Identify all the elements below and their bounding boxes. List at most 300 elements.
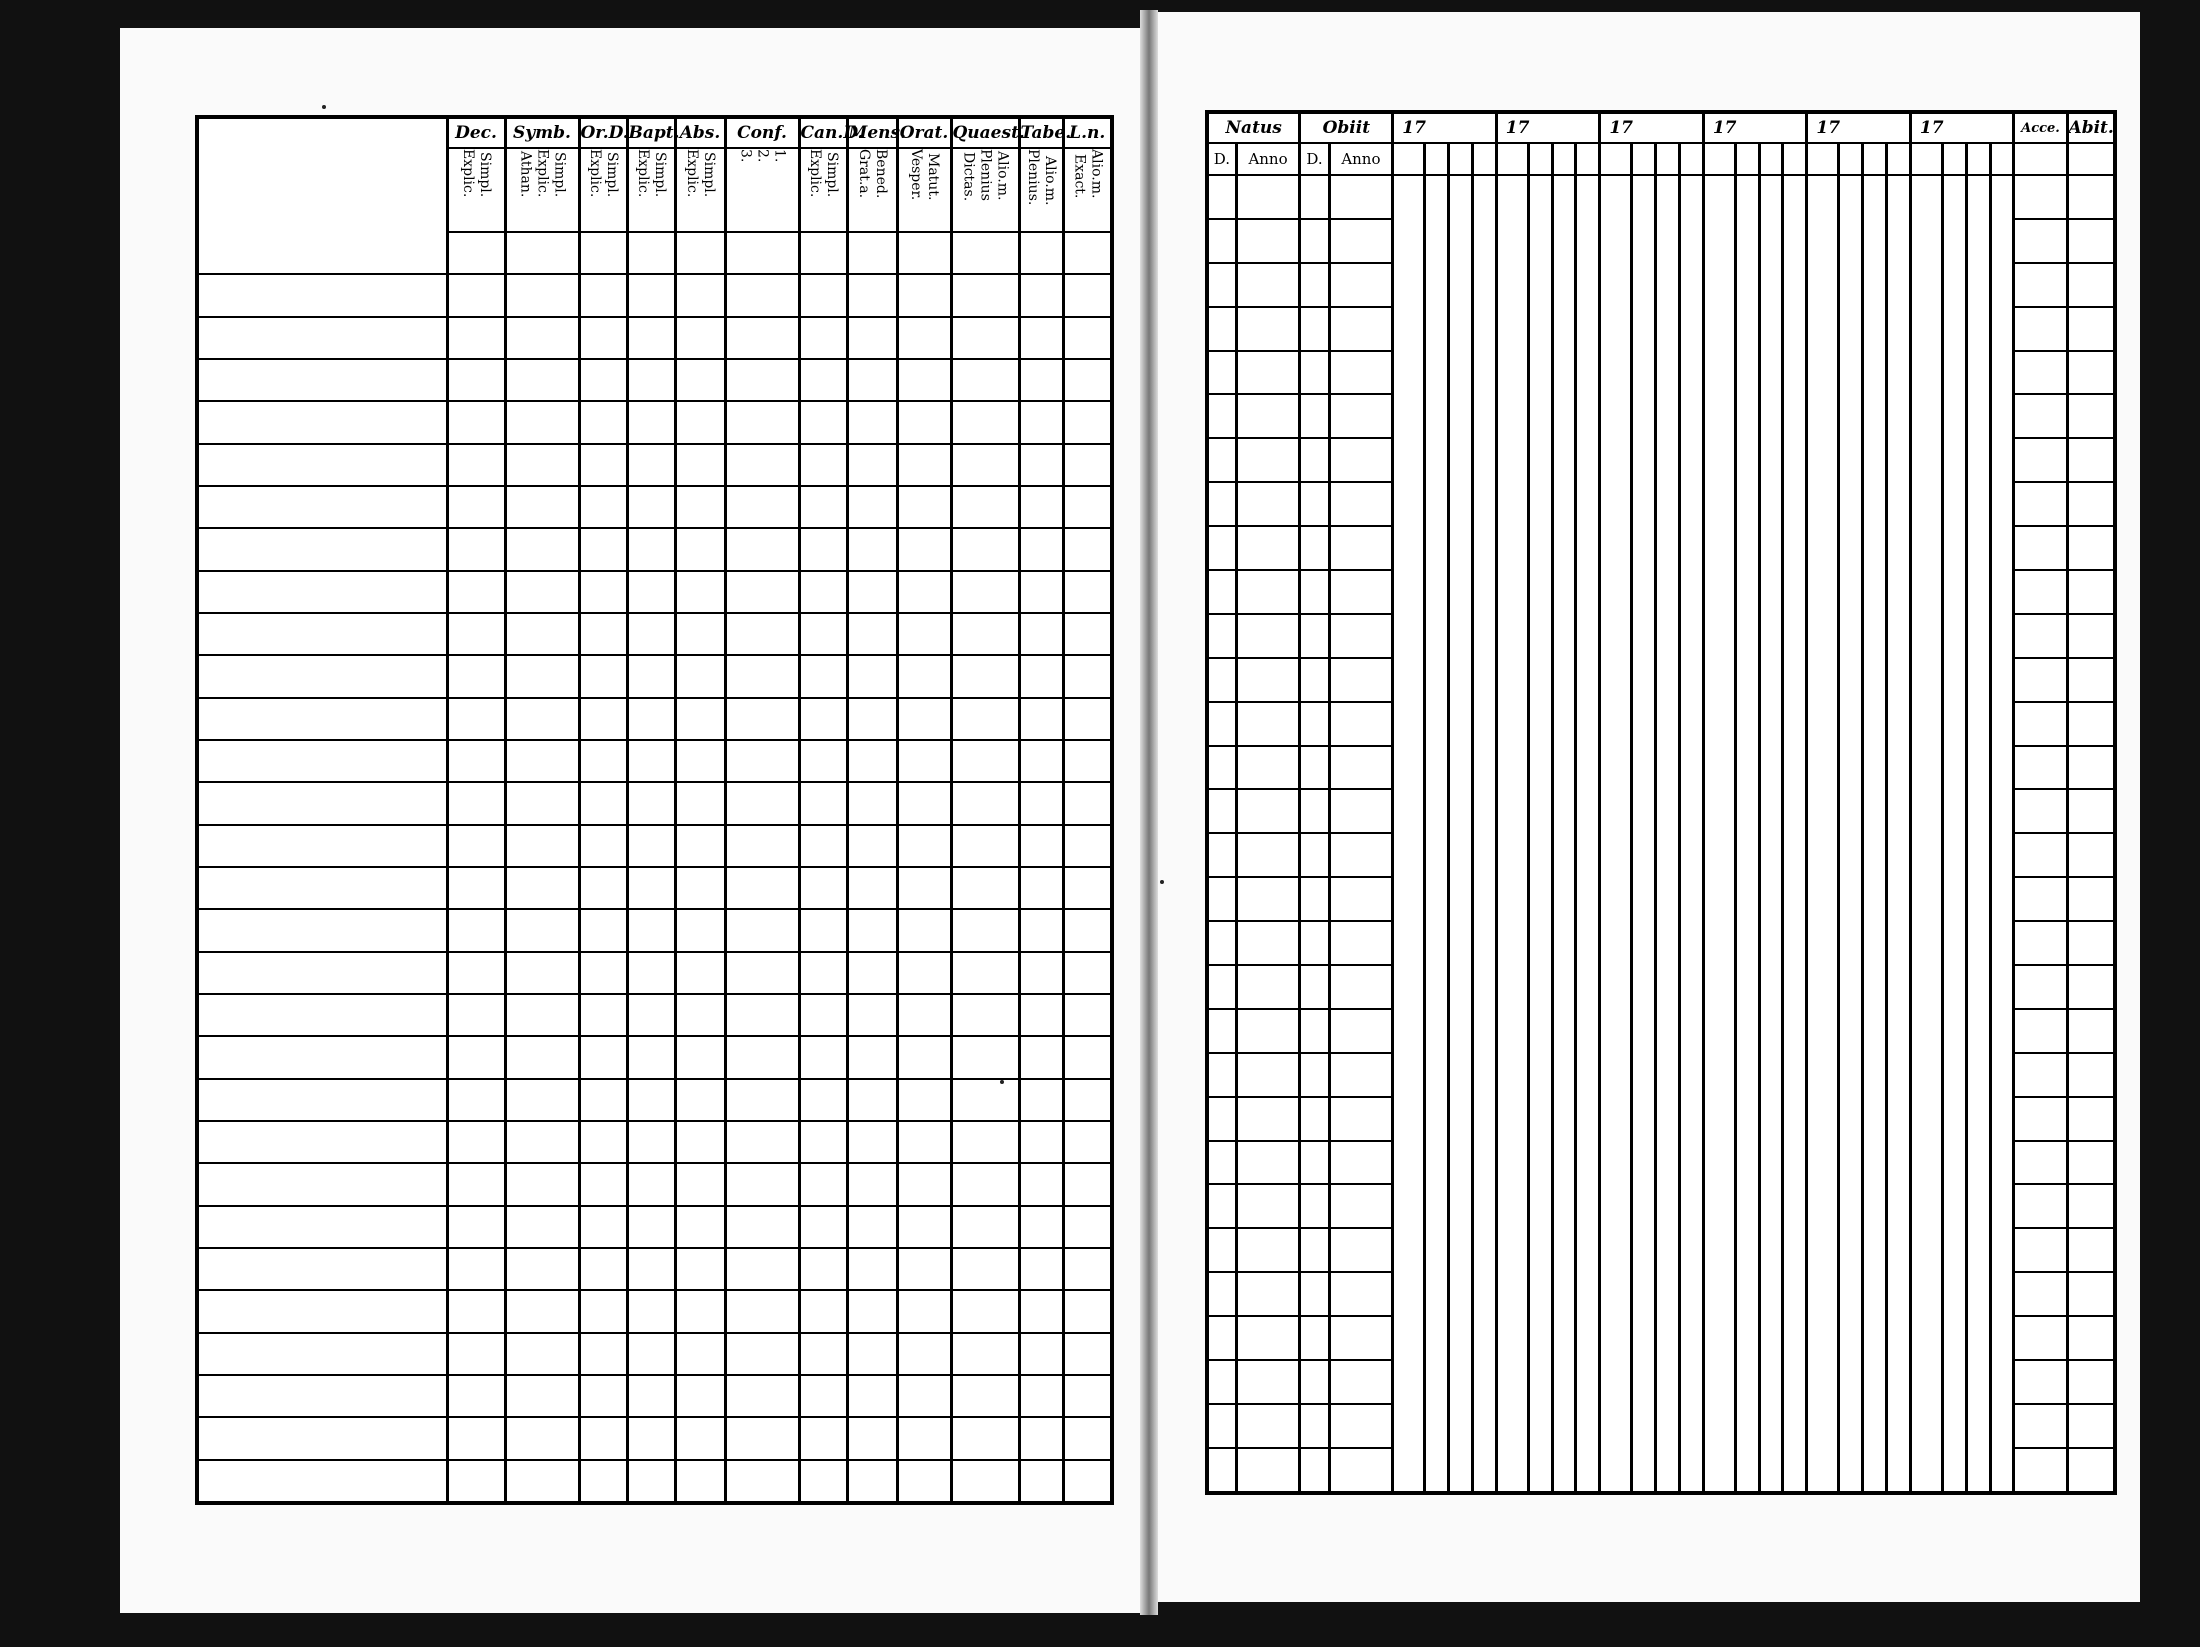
entry-cell: [1807, 965, 1839, 1009]
entry-cell: [1910, 526, 1942, 570]
ledger-row: [1207, 263, 2115, 307]
entry-cell: [675, 401, 725, 443]
entry-cell: [1448, 921, 1472, 965]
entry-cell: [897, 1248, 951, 1290]
entry-cell: [1807, 746, 1839, 790]
entry-cell: [1990, 658, 2014, 702]
entry-cell: [1496, 833, 1528, 877]
entry-cell: [1393, 614, 1425, 658]
entry-cell: [447, 1036, 505, 1078]
entry-cell: [1942, 351, 1966, 395]
entry-cell: [1863, 1404, 1887, 1448]
entry-cell: [1839, 307, 1863, 351]
entry-cell: [1329, 307, 1393, 351]
entry-cell: [1207, 438, 1236, 482]
name-cell: [197, 1417, 447, 1459]
entry-cell: [1329, 1404, 1393, 1448]
entry-cell: [1679, 438, 1703, 482]
entry-cell: [1886, 1448, 1910, 1493]
entry-cell: [1942, 746, 1966, 790]
entry-cell: [1759, 1097, 1783, 1141]
sub-blank: [1735, 143, 1759, 175]
entry-cell: [447, 1460, 505, 1503]
entry-cell: [1472, 570, 1496, 614]
entry-cell: [1063, 444, 1112, 486]
entry-cell: [1656, 526, 1680, 570]
entry-cell: [1063, 994, 1112, 1036]
entry-cell: [1783, 438, 1807, 482]
entry-cell: [1552, 833, 1576, 877]
entry-cell: [1329, 1009, 1393, 1053]
ledger-row: [197, 782, 1112, 824]
entry-cell: [1759, 746, 1783, 790]
entry-cell: [447, 782, 505, 824]
entry-cell: [1472, 438, 1496, 482]
entry-cell: [2067, 1448, 2115, 1493]
ledger-row: [1207, 1053, 2115, 1097]
entry-cell: [1942, 394, 1966, 438]
entry-cell: [725, 1290, 799, 1332]
entry-cell: [1600, 570, 1632, 614]
entry-cell: [1759, 219, 1783, 263]
entry-cell: [1393, 394, 1425, 438]
entry-cell: [579, 952, 627, 994]
entry-cell: [1735, 965, 1759, 1009]
entry-cell: [2067, 921, 2115, 965]
entry-cell: [1236, 1009, 1300, 1053]
entry-cell: [1942, 658, 1966, 702]
entry-cell: [1425, 482, 1449, 526]
entry-cell: [505, 867, 579, 909]
entry-cell: [1236, 394, 1300, 438]
entry-cell: [1966, 1272, 1990, 1316]
entry-cell: [1600, 877, 1632, 921]
entry-cell: [1839, 263, 1863, 307]
entry-cell: [1063, 1079, 1112, 1121]
ink-speck: [1160, 880, 1164, 884]
entry-cell: [1759, 658, 1783, 702]
entry-cell: [1910, 1228, 1942, 1272]
entry-cell: [1496, 1404, 1528, 1448]
entry-cell: [799, 1375, 847, 1417]
header-quaest: Quaest.: [951, 117, 1019, 148]
sub-blank: [1839, 143, 1863, 175]
entry-cell: [675, 952, 725, 994]
entry-cell: [799, 1460, 847, 1503]
entry-cell: [675, 528, 725, 570]
entry-cell: [1966, 921, 1990, 965]
header-ord: Or.D.: [579, 117, 627, 148]
entry-cell: [1942, 614, 1966, 658]
entry-cell: [1735, 1184, 1759, 1228]
entry-cell: [1632, 1448, 1656, 1493]
entry-cell: [1207, 1141, 1236, 1185]
entry-cell: [1063, 1036, 1112, 1078]
entry-cell: [725, 401, 799, 443]
entry-cell: [1425, 1448, 1449, 1493]
entry-cell: [1807, 877, 1839, 921]
entry-cell: [847, 994, 897, 1036]
ledger-row: [197, 1036, 1112, 1078]
entry-cell: [1576, 965, 1600, 1009]
entry-cell: [1300, 877, 1329, 921]
entry-cell: [897, 444, 951, 486]
entry-cell: [1329, 965, 1393, 1009]
entry-cell: [2014, 965, 2067, 1009]
entry-cell: [1839, 1448, 1863, 1493]
entry-cell: [1807, 175, 1839, 219]
entry-cell: [725, 1417, 799, 1459]
entry-cell: [1576, 570, 1600, 614]
entry-cell: [847, 698, 897, 740]
entry-cell: [799, 1333, 847, 1375]
entry-cell: [1236, 570, 1300, 614]
entry-cell: [579, 1121, 627, 1163]
entry-cell: [1886, 1228, 1910, 1272]
entry-cell: [1329, 482, 1393, 526]
entry-cell: [1393, 570, 1425, 614]
ledger-row: [197, 528, 1112, 570]
entry-cell: [1990, 307, 2014, 351]
entry-cell: [1063, 740, 1112, 782]
entry-cell: [1679, 1053, 1703, 1097]
entry-cell: [1942, 1228, 1966, 1272]
entry-cell: [1990, 482, 2014, 526]
entry-cell: [1839, 965, 1863, 1009]
header-cand: Can.D.: [799, 117, 847, 148]
ledger-row: [197, 274, 1112, 316]
entry-cell: [1393, 482, 1425, 526]
entry-cell: [1300, 789, 1329, 833]
entry-cell: [579, 1417, 627, 1459]
entry-cell: [1236, 833, 1300, 877]
entry-cell: [1942, 1097, 1966, 1141]
entry-cell: [1207, 1184, 1236, 1228]
entry-cell: [1300, 1360, 1329, 1404]
header-acce: Acce.: [2014, 112, 2067, 143]
entry-cell: [505, 909, 579, 951]
entry-cell: [1632, 1097, 1656, 1141]
entry-cell: [1679, 1009, 1703, 1053]
entry-cell: [1783, 482, 1807, 526]
entry-cell: [1863, 746, 1887, 790]
entry-cell: [799, 1036, 847, 1078]
entry-cell: [627, 1121, 675, 1163]
entry-cell: [1300, 1272, 1329, 1316]
entry-cell: [1839, 658, 1863, 702]
entry-cell: [1759, 1141, 1783, 1185]
entry-cell: [1236, 614, 1300, 658]
header-symb: Symb.: [505, 117, 579, 148]
entry-cell: [799, 1248, 847, 1290]
entry-cell: [627, 1460, 675, 1503]
entry-cell: [2014, 1009, 2067, 1053]
ledger-row: [197, 1417, 1112, 1459]
entry-cell: [1886, 702, 1910, 746]
entry-cell: [1990, 1141, 2014, 1185]
entry-cell: [725, 740, 799, 782]
entry-cell: [1448, 1316, 1472, 1360]
sub-blank: [1496, 143, 1528, 175]
entry-cell: [1990, 833, 2014, 877]
entry-cell: [1425, 1228, 1449, 1272]
entry-cell: [1942, 1141, 1966, 1185]
name-cell: [197, 444, 447, 486]
entry-cell: [1300, 394, 1329, 438]
entry-cell: [1886, 658, 1910, 702]
name-cell: [197, 1333, 447, 1375]
entry-cell: [447, 952, 505, 994]
entry-cell: [1910, 877, 1942, 921]
entry-cell: [1528, 1097, 1552, 1141]
sub-blank: [1759, 143, 1783, 175]
entry-cell: [1886, 1009, 1910, 1053]
entry-cell: [675, 444, 725, 486]
ledger-row: [197, 1206, 1112, 1248]
entry-cell: [1600, 1404, 1632, 1448]
entry-cell: [1679, 921, 1703, 965]
entry-cell: [447, 698, 505, 740]
entry-cell: [1966, 1404, 1990, 1448]
entry-cell: [1472, 658, 1496, 702]
ledger-row: [1207, 394, 2115, 438]
sub-orat: Vesper.Matut.: [897, 148, 951, 232]
entry-cell: [1236, 482, 1300, 526]
entry-cell: [2067, 1184, 2115, 1228]
entry-cell: [505, 952, 579, 994]
entry-cell: [897, 1460, 951, 1503]
entry-cell: [1910, 658, 1942, 702]
entry-cell: [1207, 965, 1236, 1009]
entry-cell: [1783, 658, 1807, 702]
entry-cell: [1300, 1009, 1329, 1053]
entry-cell: [627, 274, 675, 316]
entry-cell: [1632, 1272, 1656, 1316]
entry-cell: [1679, 833, 1703, 877]
ledger-row: [1207, 1009, 2115, 1053]
entry-cell: [1863, 219, 1887, 263]
entry-cell: [1425, 1053, 1449, 1097]
entry-cell: [447, 444, 505, 486]
entry-cell: [1472, 1184, 1496, 1228]
sub-blank: [1632, 143, 1656, 175]
sub-blank: [1679, 143, 1703, 175]
entry-cell: [1783, 702, 1807, 746]
entry-cell: [1496, 789, 1528, 833]
entry-cell: [799, 698, 847, 740]
entry-cell: [627, 1417, 675, 1459]
entry-cell: [2014, 1448, 2067, 1493]
entry-cell: [1236, 438, 1300, 482]
entry-cell: [799, 1121, 847, 1163]
header-mens: Mens.: [847, 117, 897, 148]
entry-cell: [799, 952, 847, 994]
entry-cell: [505, 740, 579, 782]
entry-cell: [1019, 909, 1063, 951]
entry-cell: [1703, 482, 1735, 526]
sub-abs: Explic.Simpl.: [675, 148, 725, 232]
entry-cell: [847, 909, 897, 951]
entry-cell: [1632, 394, 1656, 438]
entry-cell: [799, 740, 847, 782]
entry-cell: [1656, 175, 1680, 219]
entry-cell: [1472, 526, 1496, 570]
entry-cell: [1735, 570, 1759, 614]
entry-cell: [1496, 438, 1528, 482]
entry-cell: [725, 1460, 799, 1503]
entry-cell: [1207, 570, 1236, 614]
entry-cell: [1600, 1184, 1632, 1228]
entry-cell: [1448, 1097, 1472, 1141]
entry-cell: [675, 1036, 725, 1078]
sub-symb: Athan.Explic.Simpl.: [505, 148, 579, 232]
entry-cell: [847, 1206, 897, 1248]
name-cell: [197, 274, 447, 316]
entry-cell: [1472, 702, 1496, 746]
entry-cell: [951, 1375, 1019, 1417]
entry-cell: [675, 571, 725, 613]
entry-cell: [847, 486, 897, 528]
entry-cell: [1600, 789, 1632, 833]
entry-cell: [1966, 1097, 1990, 1141]
ledger-row: [197, 1460, 1112, 1503]
entry-cell: [725, 528, 799, 570]
entry-cell: [675, 1375, 725, 1417]
entry-cell: [1656, 263, 1680, 307]
entry-cell: [1576, 438, 1600, 482]
entry-cell: [1910, 702, 1942, 746]
entry-cell: [1735, 833, 1759, 877]
entry-cell: [579, 1248, 627, 1290]
entry-cell: [1393, 175, 1425, 219]
entry-cell: [1600, 965, 1632, 1009]
entry-cell: [1576, 219, 1600, 263]
entry-cell: [1886, 1360, 1910, 1404]
entry-cell: [847, 740, 897, 782]
entry-cell: [1735, 1097, 1759, 1141]
entry-cell: [1329, 1272, 1393, 1316]
entry-cell: [1600, 658, 1632, 702]
entry-cell: [1528, 263, 1552, 307]
entry-cell: [1576, 1009, 1600, 1053]
entry-cell: [1735, 789, 1759, 833]
entry-cell: [1990, 219, 2014, 263]
entry-cell: [897, 740, 951, 782]
entry-cell: [1552, 921, 1576, 965]
entry-cell: [1472, 1053, 1496, 1097]
entry-cell: [1496, 263, 1528, 307]
entry-cell: [1656, 438, 1680, 482]
book-gutter: [1140, 10, 1158, 1615]
entry-cell: [1942, 789, 1966, 833]
entry-cell: [897, 1290, 951, 1332]
ledger-row: [197, 952, 1112, 994]
entry-cell: [579, 782, 627, 824]
entry-cell: [1966, 526, 1990, 570]
entry-cell: [627, 1333, 675, 1375]
entry-cell: [1703, 965, 1735, 1009]
ledger-row: [197, 486, 1112, 528]
entry-cell: [1063, 613, 1112, 655]
entry-cell: [1425, 263, 1449, 307]
entry-cell: [579, 232, 627, 274]
entry-cell: [1863, 921, 1887, 965]
entry-cell: [1207, 219, 1236, 263]
entry-cell: [1552, 789, 1576, 833]
entry-cell: [1807, 658, 1839, 702]
entry-cell: [1886, 263, 1910, 307]
entry-cell: [1552, 307, 1576, 351]
entry-cell: [1863, 263, 1887, 307]
entry-cell: [1632, 438, 1656, 482]
entry-cell: [1656, 394, 1680, 438]
entry-cell: [1886, 1184, 1910, 1228]
name-cell: [197, 1248, 447, 1290]
entry-cell: [1886, 1272, 1910, 1316]
entry-cell: [1236, 175, 1300, 219]
entry-cell: [2067, 877, 2115, 921]
entry-cell: [1496, 1228, 1528, 1272]
entry-cell: [505, 274, 579, 316]
entry-cell: [799, 571, 847, 613]
entry-cell: [579, 401, 627, 443]
entry-cell: [1019, 274, 1063, 316]
entry-cell: [1552, 1097, 1576, 1141]
entry-cell: [1393, 746, 1425, 790]
entry-cell: [1910, 921, 1942, 965]
entry-cell: [505, 528, 579, 570]
entry-cell: [1632, 570, 1656, 614]
entry-cell: [675, 274, 725, 316]
entry-cell: [799, 1163, 847, 1205]
entry-cell: [1425, 789, 1449, 833]
entry-cell: [675, 1417, 725, 1459]
entry-cell: [447, 1079, 505, 1121]
entry-cell: [1576, 1360, 1600, 1404]
entry-cell: [1300, 833, 1329, 877]
entry-cell: [1632, 658, 1656, 702]
entry-cell: [1019, 1333, 1063, 1375]
entry-cell: [1863, 438, 1887, 482]
entry-cell: [1207, 1053, 1236, 1097]
entry-cell: [1448, 1448, 1472, 1493]
entry-cell: [1393, 1360, 1425, 1404]
entry-cell: [1679, 877, 1703, 921]
entry-cell: [1783, 570, 1807, 614]
entry-cell: [1839, 175, 1863, 219]
entry-cell: [2067, 965, 2115, 1009]
entry-cell: [1528, 570, 1552, 614]
entry-cell: [627, 1248, 675, 1290]
entry-cell: [725, 867, 799, 909]
entry-cell: [1703, 1009, 1735, 1053]
entry-cell: [2067, 263, 2115, 307]
entry-cell: [1759, 789, 1783, 833]
name-cell: [197, 1121, 447, 1163]
entry-cell: [1990, 789, 2014, 833]
entry-cell: [1735, 658, 1759, 702]
entry-cell: [675, 1460, 725, 1503]
entry-cell: [1528, 1184, 1552, 1228]
entry-cell: [1783, 1184, 1807, 1228]
header-tabe: Tabe.: [1019, 117, 1063, 148]
entry-cell: [951, 359, 1019, 401]
entry-cell: [1207, 263, 1236, 307]
entry-cell: [447, 359, 505, 401]
entry-cell: [1759, 1184, 1783, 1228]
entry-cell: [1236, 1272, 1300, 1316]
entry-cell: [505, 1333, 579, 1375]
